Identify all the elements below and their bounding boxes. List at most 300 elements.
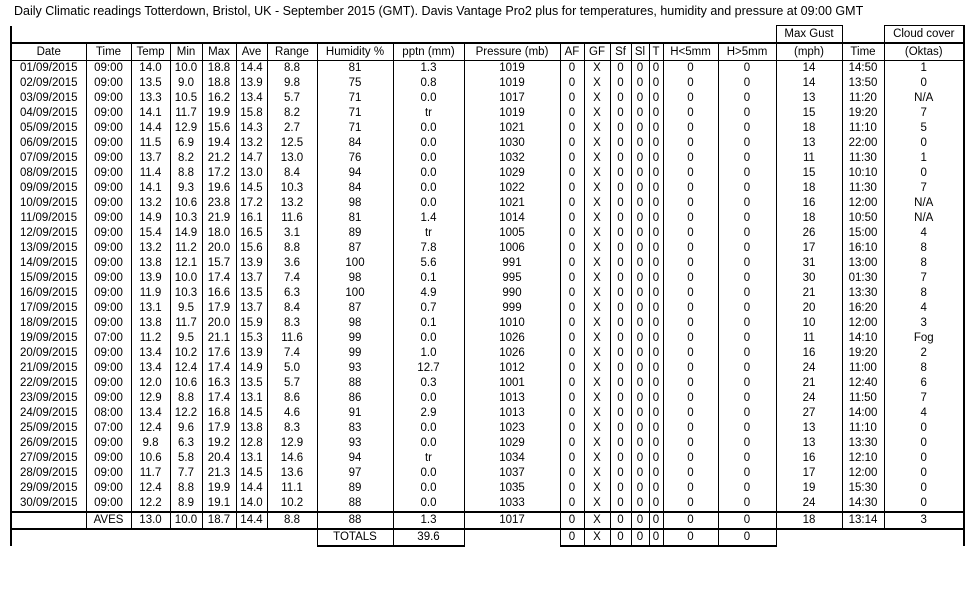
- table-cell: 18.8: [202, 76, 236, 91]
- table-cell: 0: [649, 301, 663, 316]
- table-cell: 16: [776, 451, 842, 466]
- table-row: [11, 121, 964, 136]
- averages-cell: 0: [631, 512, 649, 529]
- table-cell: 0: [610, 376, 631, 391]
- averages-cell: 8.8: [267, 512, 317, 529]
- table-cell: 0: [610, 316, 631, 331]
- table-cell: 6: [884, 376, 964, 391]
- table-cell: 14.9: [170, 226, 202, 241]
- table-cell: 0: [560, 466, 584, 481]
- table-cell: 0: [560, 286, 584, 301]
- header-top-row: [11, 26, 964, 44]
- table-row: [11, 451, 964, 466]
- table-cell: 09:00: [86, 61, 131, 77]
- table-cell: 0: [631, 271, 649, 286]
- table-cell: 11.5: [131, 136, 170, 151]
- table-cell: 0: [610, 256, 631, 271]
- table-cell: 8.4: [267, 301, 317, 316]
- table-cell: 1006: [464, 241, 560, 256]
- table-cell: 0: [718, 166, 776, 181]
- averages-cell: X: [584, 512, 610, 529]
- column-header: H>5mm: [718, 43, 776, 61]
- averages-cell: 88: [317, 512, 393, 529]
- table-cell: 09:00: [86, 466, 131, 481]
- table-cell: 0: [610, 166, 631, 181]
- column-header: Range: [267, 43, 317, 61]
- table-cell: 09:00: [86, 121, 131, 136]
- table-cell: 0: [718, 256, 776, 271]
- table-cell: 12.1: [170, 256, 202, 271]
- table-cell: 0: [631, 301, 649, 316]
- table-cell: 71: [317, 106, 393, 121]
- table-cell: 13.3: [131, 91, 170, 106]
- table-cell: 0: [560, 451, 584, 466]
- table-cell: 04/09/2015: [11, 106, 86, 121]
- table-cell: X: [584, 271, 610, 286]
- table-cell: 14.0: [236, 496, 267, 512]
- table-cell: 13.2: [131, 196, 170, 211]
- table-cell: X: [584, 466, 610, 481]
- table-cell: 09:00: [86, 256, 131, 271]
- table-cell: 0: [560, 391, 584, 406]
- table-cell: 13:50: [842, 76, 884, 91]
- table-cell: 13.7: [236, 301, 267, 316]
- table-cell: 13:00: [842, 256, 884, 271]
- table-cell: 13.8: [131, 316, 170, 331]
- averages-cell: AVES: [86, 512, 131, 529]
- table-cell: 0.0: [393, 391, 464, 406]
- table-cell: 24: [776, 361, 842, 376]
- table-cell: 89: [317, 481, 393, 496]
- table-cell: 0: [718, 376, 776, 391]
- table-cell: 21/09/2015: [11, 361, 86, 376]
- table-cell: 0: [631, 241, 649, 256]
- table-cell: 0: [649, 151, 663, 166]
- table-row: [11, 331, 964, 346]
- table-cell: 81: [317, 211, 393, 226]
- table-cell: 0: [884, 76, 964, 91]
- table-cell: 22:00: [842, 136, 884, 151]
- table-cell: 06/09/2015: [11, 136, 86, 151]
- table-cell: 0: [663, 316, 718, 331]
- table-cell: 09:00: [86, 241, 131, 256]
- table-cell: 0: [631, 61, 649, 77]
- table-cell: 14: [776, 61, 842, 77]
- table-cell: 12:00: [842, 316, 884, 331]
- table-cell: 8: [884, 361, 964, 376]
- table-cell: 0: [884, 451, 964, 466]
- table-cell: 0: [649, 346, 663, 361]
- table-cell: 09:00: [86, 166, 131, 181]
- table-cell: 12.4: [170, 361, 202, 376]
- table-cell: 0: [560, 376, 584, 391]
- table-cell: 0: [649, 121, 663, 136]
- table-cell: 99: [317, 346, 393, 361]
- table-cell: 4: [884, 226, 964, 241]
- table-cell: 9.0: [170, 76, 202, 91]
- table-cell: 100: [317, 286, 393, 301]
- table-cell: N/A: [884, 91, 964, 106]
- table-cell: 0.0: [393, 421, 464, 436]
- table-cell: 0: [631, 406, 649, 421]
- table-cell: 8.8: [170, 391, 202, 406]
- table-cell: 98: [317, 196, 393, 211]
- table-cell: 9.8: [131, 436, 170, 451]
- table-cell: 0: [718, 361, 776, 376]
- table-cell: 11:00: [842, 361, 884, 376]
- table-cell: 0.0: [393, 466, 464, 481]
- table-cell: 29/09/2015: [11, 481, 86, 496]
- table-row: [11, 316, 964, 331]
- table-cell: X: [584, 166, 610, 181]
- table-cell: 0: [631, 181, 649, 196]
- table-cell: 0: [610, 91, 631, 106]
- table-cell: X: [584, 316, 610, 331]
- table-cell: 0: [649, 496, 663, 512]
- table-cell: 26/09/2015: [11, 436, 86, 451]
- table-cell: 0: [631, 256, 649, 271]
- table-cell: 1019: [464, 76, 560, 91]
- table-cell: X: [584, 121, 610, 136]
- table-row: [11, 301, 964, 316]
- table-cell: 0.0: [393, 436, 464, 451]
- column-header: AF: [560, 43, 584, 61]
- table-cell: 0: [610, 346, 631, 361]
- table-cell: 4.9: [393, 286, 464, 301]
- table-cell: 0: [631, 211, 649, 226]
- averages-cell: 0: [610, 512, 631, 529]
- table-cell: 23/09/2015: [11, 391, 86, 406]
- table-cell: 14.6: [267, 451, 317, 466]
- table-cell: 0.0: [393, 136, 464, 151]
- table-cell: 1034: [464, 451, 560, 466]
- table-cell: 0: [663, 211, 718, 226]
- averages-cell: 0: [663, 512, 718, 529]
- table-cell: 13.4: [131, 406, 170, 421]
- table-cell: 16.5: [236, 226, 267, 241]
- table-cell: 10.3: [170, 211, 202, 226]
- table-cell: 11.6: [267, 331, 317, 346]
- table-cell: 31: [776, 256, 842, 271]
- table-cell: 0: [560, 496, 584, 512]
- table-row: [11, 271, 964, 286]
- table-cell: 10.3: [170, 286, 202, 301]
- table-cell: 0: [649, 421, 663, 436]
- table-cell: 1023: [464, 421, 560, 436]
- table-cell: 0: [718, 76, 776, 91]
- table-cell: 0: [631, 421, 649, 436]
- table-cell: 0: [718, 466, 776, 481]
- table-cell: 0: [631, 451, 649, 466]
- table-cell: 12.4: [131, 421, 170, 436]
- table-cell: 19.6: [202, 181, 236, 196]
- table-row: [11, 91, 964, 106]
- table-row: [11, 61, 964, 77]
- table-cell: 84: [317, 136, 393, 151]
- table-cell: 21: [776, 376, 842, 391]
- table-cell: 0: [649, 136, 663, 151]
- table-cell: 8.3: [267, 421, 317, 436]
- table-cell: 0: [631, 331, 649, 346]
- table-cell: 7: [884, 271, 964, 286]
- table-cell: 13: [776, 136, 842, 151]
- table-cell: 11.1: [267, 481, 317, 496]
- table-cell: 0: [884, 436, 964, 451]
- table-cell: 9.8: [267, 76, 317, 91]
- table-cell: 0: [663, 331, 718, 346]
- totals-h-lt5: 0: [663, 529, 718, 546]
- table-cell: 0: [610, 106, 631, 121]
- table-cell: 0: [631, 466, 649, 481]
- table-cell: 0: [884, 166, 964, 181]
- table-cell: 88: [317, 376, 393, 391]
- column-header: Ave: [236, 43, 267, 61]
- table-cell: 13.5: [236, 376, 267, 391]
- table-cell: 12.0: [131, 376, 170, 391]
- table-cell: 0: [560, 316, 584, 331]
- table-cell: 0: [663, 286, 718, 301]
- table-cell: 0: [631, 106, 649, 121]
- table-cell: 8.2: [170, 151, 202, 166]
- table-cell: 0: [718, 136, 776, 151]
- table-cell: 09:00: [86, 301, 131, 316]
- table-cell: X: [584, 346, 610, 361]
- table-cell: 94: [317, 166, 393, 181]
- table-cell: 84: [317, 181, 393, 196]
- table-cell: 0.7: [393, 301, 464, 316]
- table-cell: X: [584, 391, 610, 406]
- table-cell: 11:50: [842, 391, 884, 406]
- table-cell: X: [584, 226, 610, 241]
- table-cell: 17/09/2015: [11, 301, 86, 316]
- table-cell: 0: [663, 166, 718, 181]
- table-cell: 14.1: [131, 181, 170, 196]
- table-cell: 13.5: [131, 76, 170, 91]
- table-cell: X: [584, 376, 610, 391]
- table-cell: 8: [884, 286, 964, 301]
- table-cell: 1021: [464, 196, 560, 211]
- table-cell: 11.7: [131, 466, 170, 481]
- table-cell: 19/09/2015: [11, 331, 86, 346]
- table-cell: 07:00: [86, 331, 131, 346]
- table-cell: 8.6: [267, 391, 317, 406]
- table-cell: 01/09/2015: [11, 61, 86, 77]
- table-cell: 7.7: [170, 466, 202, 481]
- table-cell: 1035: [464, 481, 560, 496]
- table-cell: Fog: [884, 331, 964, 346]
- table-cell: 999: [464, 301, 560, 316]
- table-cell: 81: [317, 61, 393, 77]
- table-cell: 15: [776, 106, 842, 121]
- table-cell: 13.4: [131, 346, 170, 361]
- table-cell: 09:00: [86, 181, 131, 196]
- table-cell: 0: [631, 121, 649, 136]
- table-cell: 98: [317, 316, 393, 331]
- table-cell: 8.4: [267, 166, 317, 181]
- table-cell: 0.1: [393, 316, 464, 331]
- table-cell: 19.9: [202, 481, 236, 496]
- table-cell: X: [584, 211, 610, 226]
- table-cell: 0: [610, 271, 631, 286]
- table-row: [11, 196, 964, 211]
- table-cell: 12.2: [131, 496, 170, 512]
- table-cell: 13.8: [131, 256, 170, 271]
- table-cell: 13.0: [236, 166, 267, 181]
- table-cell: 10.6: [131, 451, 170, 466]
- table-cell: 2.9: [393, 406, 464, 421]
- table-cell: 11:30: [842, 181, 884, 196]
- table-row: [11, 421, 964, 436]
- table-cell: 0: [560, 256, 584, 271]
- table-cell: 13.2: [267, 196, 317, 211]
- table-cell: 9.3: [170, 181, 202, 196]
- table-cell: 1012: [464, 361, 560, 376]
- table-cell: 0: [718, 286, 776, 301]
- table-cell: 8.2: [267, 106, 317, 121]
- table-cell: 75: [317, 76, 393, 91]
- table-cell: 13.4: [131, 361, 170, 376]
- table-cell: 0: [610, 61, 631, 77]
- column-header: (Oktas): [884, 43, 964, 61]
- table-cell: 28/09/2015: [11, 466, 86, 481]
- table-cell: 21.1: [202, 331, 236, 346]
- table-cell: 1030: [464, 136, 560, 151]
- table-cell: 0: [560, 121, 584, 136]
- table-cell: 9.6: [170, 421, 202, 436]
- table-cell: 18.8: [202, 61, 236, 77]
- table-cell: 13: [776, 91, 842, 106]
- table-cell: 0: [663, 106, 718, 121]
- table-cell: 0: [631, 196, 649, 211]
- table-cell: 24: [776, 391, 842, 406]
- table-cell: 12.4: [131, 481, 170, 496]
- table-cell: 1010: [464, 316, 560, 331]
- table-cell: 87: [317, 301, 393, 316]
- column-header: H<5mm: [663, 43, 718, 61]
- table-cell: 07:00: [86, 421, 131, 436]
- table-cell: 19.1: [202, 496, 236, 512]
- table-cell: 17.4: [202, 361, 236, 376]
- table-cell: 0.0: [393, 166, 464, 181]
- table-cell: 0: [663, 346, 718, 361]
- table-cell: 17.4: [202, 271, 236, 286]
- table-cell: 0: [631, 286, 649, 301]
- table-cell: 0: [718, 436, 776, 451]
- table-cell: X: [584, 91, 610, 106]
- table-cell: 0: [610, 481, 631, 496]
- column-header: Max: [202, 43, 236, 61]
- table-cell: 1.4: [393, 211, 464, 226]
- table-cell: 13/09/2015: [11, 241, 86, 256]
- table-cell: 4.6: [267, 406, 317, 421]
- table-cell: 0: [649, 451, 663, 466]
- table-cell: 07/09/2015: [11, 151, 86, 166]
- table-cell: 12:00: [842, 196, 884, 211]
- table-cell: 6.3: [170, 436, 202, 451]
- table-cell: 8.8: [170, 481, 202, 496]
- table-cell: 10.0: [170, 271, 202, 286]
- column-header: GF: [584, 43, 610, 61]
- table-cell: 0: [610, 451, 631, 466]
- table-cell: X: [584, 496, 610, 512]
- table-cell: 0: [631, 76, 649, 91]
- table-cell: 17.2: [236, 196, 267, 211]
- table-cell: 83: [317, 421, 393, 436]
- table-cell: 10.0: [170, 61, 202, 77]
- totals-sf: 0: [610, 529, 631, 546]
- table-cell: 3.1: [267, 226, 317, 241]
- table-cell: 11:30: [842, 151, 884, 166]
- table-cell: 1: [884, 151, 964, 166]
- table-cell: 0: [649, 436, 663, 451]
- table-cell: 0: [631, 376, 649, 391]
- table-cell: 0: [718, 451, 776, 466]
- totals-empty: [267, 529, 317, 546]
- table-cell: 09:00: [86, 496, 131, 512]
- table-cell: 0: [884, 496, 964, 512]
- table-cell: 0: [718, 91, 776, 106]
- table-row: [11, 166, 964, 181]
- table-cell: 0.0: [393, 121, 464, 136]
- totals-empty: [86, 529, 131, 546]
- table-cell: 76: [317, 151, 393, 166]
- totals-empty: [170, 529, 202, 546]
- column-header: Pressure (mb): [464, 43, 560, 61]
- table-cell: 0: [610, 151, 631, 166]
- table-cell: 8.9: [170, 496, 202, 512]
- table-cell: 09:00: [86, 436, 131, 451]
- table-cell: 12.9: [131, 391, 170, 406]
- table-cell: 09:00: [86, 91, 131, 106]
- table-cell: 1022: [464, 181, 560, 196]
- table-cell: 7: [884, 391, 964, 406]
- table-cell: 98: [317, 271, 393, 286]
- table-cell: 0: [631, 481, 649, 496]
- table-cell: 0: [663, 376, 718, 391]
- table-cell: 0.3: [393, 376, 464, 391]
- table-cell: 0: [663, 481, 718, 496]
- table-cell: 21.9: [202, 211, 236, 226]
- table-cell: 19.2: [202, 436, 236, 451]
- table-cell: 0: [560, 331, 584, 346]
- table-cell: 0: [649, 241, 663, 256]
- table-cell: 1: [884, 61, 964, 77]
- table-cell: 11: [776, 151, 842, 166]
- table-cell: 20.0: [202, 316, 236, 331]
- table-cell: 0: [884, 466, 964, 481]
- table-cell: X: [584, 481, 610, 496]
- table-cell: 18: [776, 211, 842, 226]
- table-cell: 12.9: [267, 436, 317, 451]
- table-cell: 88: [317, 496, 393, 512]
- table-cell: 93: [317, 361, 393, 376]
- table-cell: 0: [560, 91, 584, 106]
- column-header: Temp: [131, 43, 170, 61]
- table-cell: 0: [718, 301, 776, 316]
- totals-empty: [131, 529, 170, 546]
- table-row: [11, 346, 964, 361]
- table-cell: 17.9: [202, 421, 236, 436]
- table-cell: 14.5: [236, 406, 267, 421]
- table-cell: 12.9: [170, 121, 202, 136]
- table-cell: 8.3: [267, 316, 317, 331]
- table-cell: X: [584, 436, 610, 451]
- table-cell: 0: [718, 211, 776, 226]
- averages-cell: 0: [649, 512, 663, 529]
- table-cell: 0: [560, 226, 584, 241]
- table-cell: 0: [649, 91, 663, 106]
- table-cell: 09:00: [86, 286, 131, 301]
